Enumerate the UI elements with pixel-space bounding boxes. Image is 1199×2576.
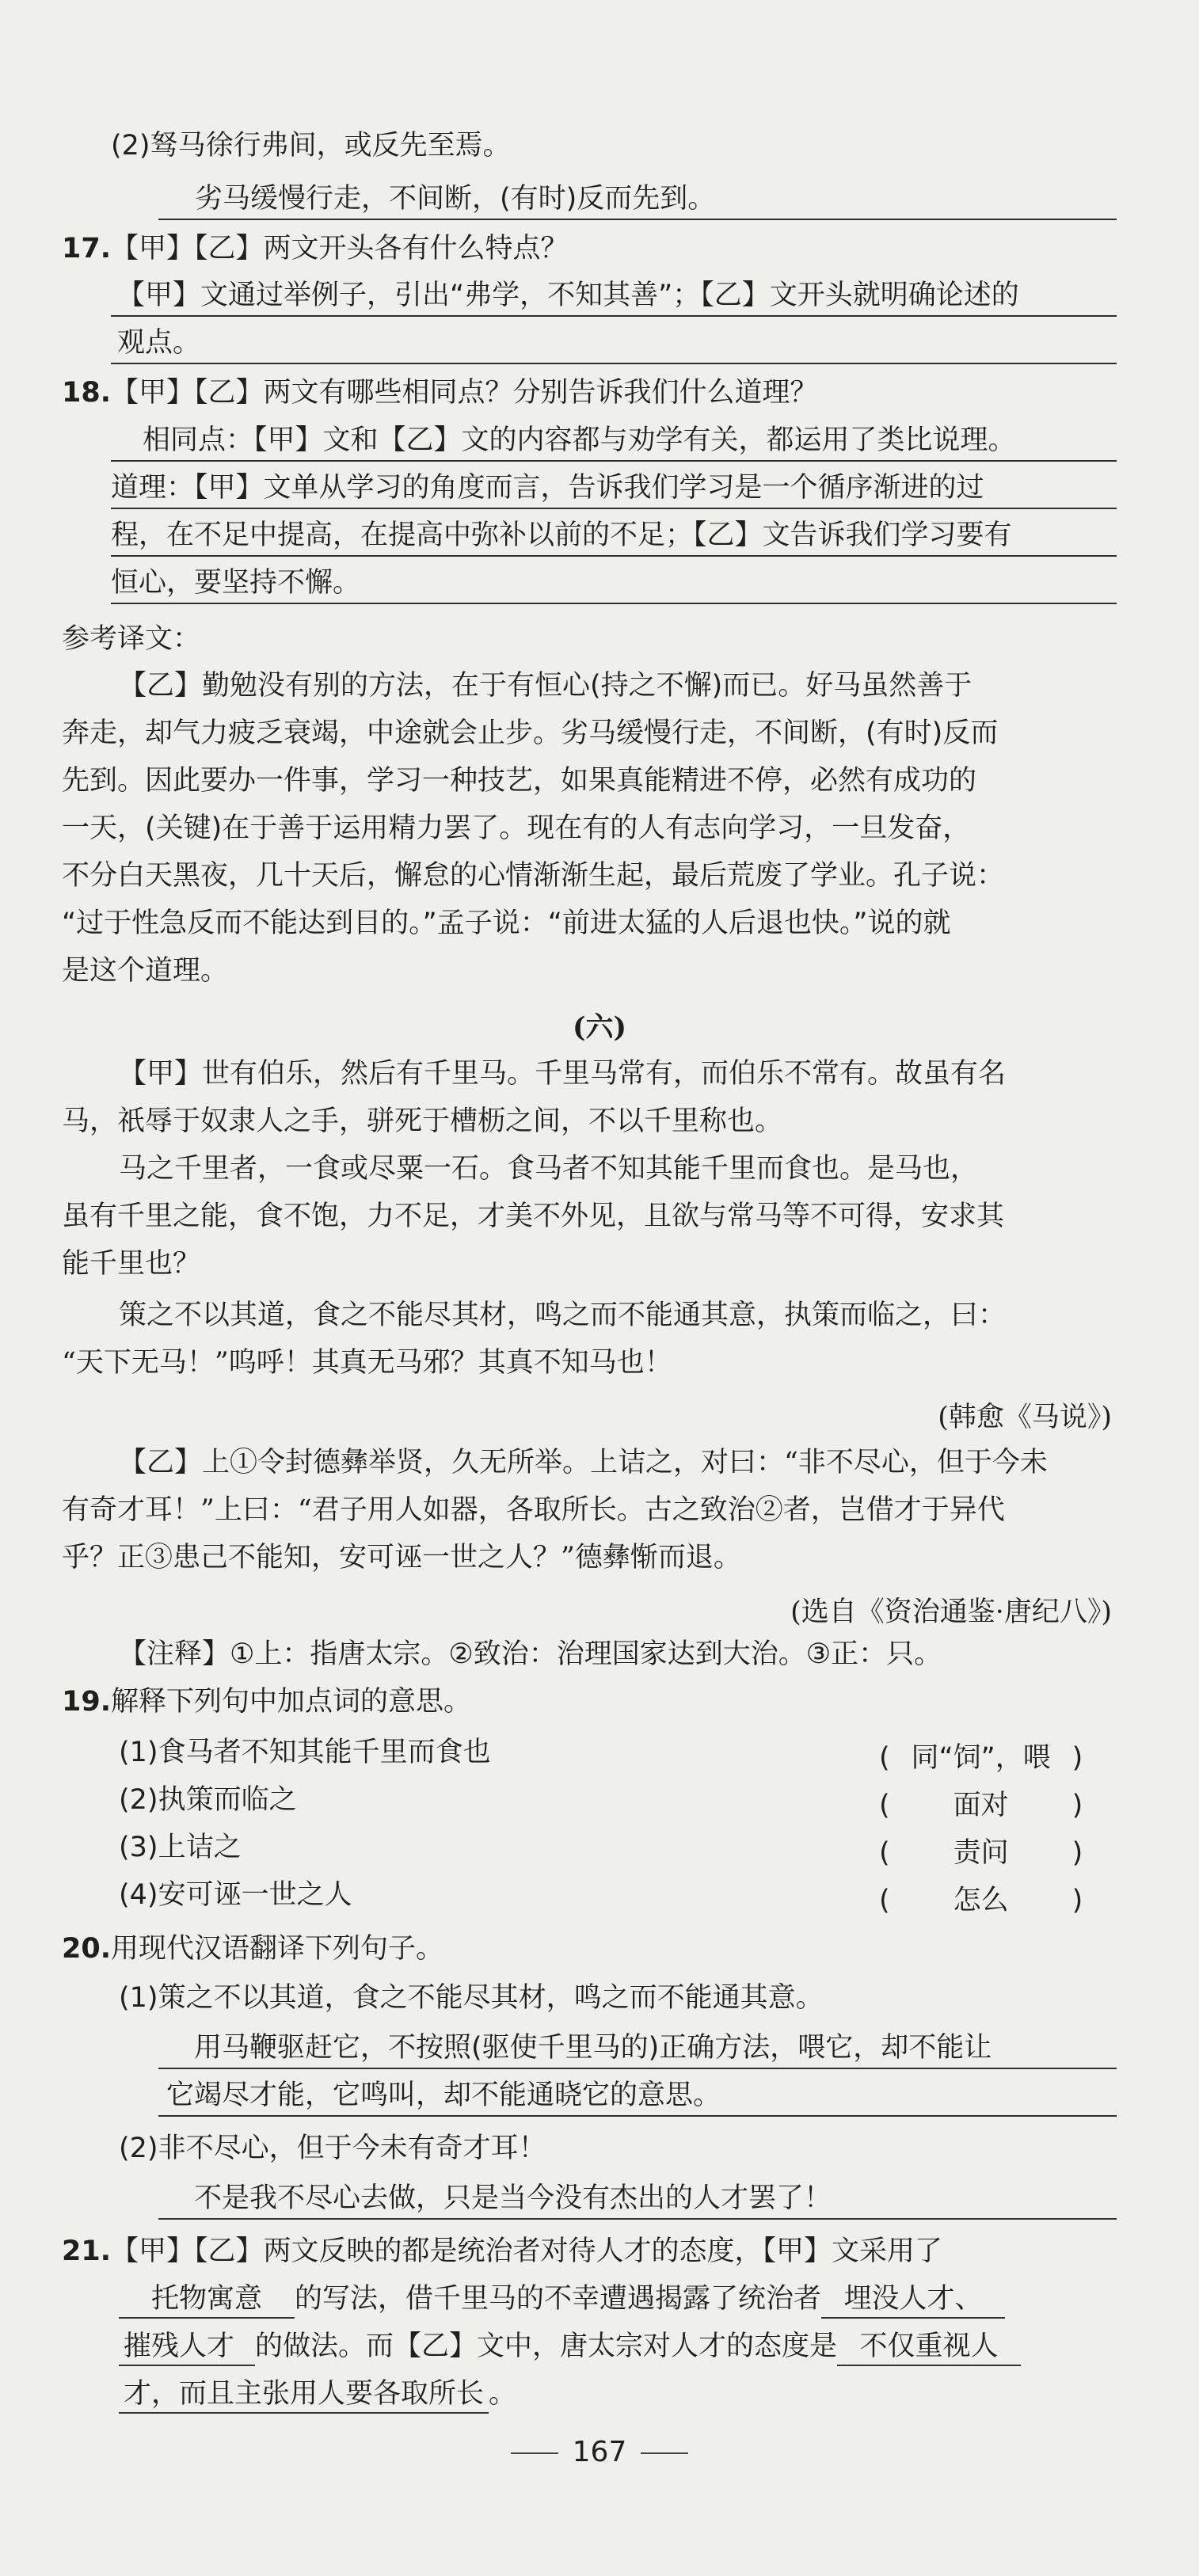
question-text: 【甲】【乙】两文有哪些相同点？分别告诉我们什么道理？ — [111, 377, 818, 409]
answer-underline — [111, 555, 1117, 557]
q19-item: (2)执策而临之 — [119, 1784, 297, 1816]
q17-answer-line2: 观点。 — [117, 327, 201, 359]
q20-item2-answer: 不是我不尽心去做，只是当今没有杰出的人才罢了！ — [194, 2182, 832, 2214]
question-number: 19. — [62, 1686, 112, 1718]
answer-underline — [158, 219, 1117, 220]
answer-underline — [111, 363, 1117, 364]
q21-blank3a: 不仅重视人 — [837, 2330, 1021, 2366]
q20-item1-answer-line2: 它竭尽才能，它鸣叫，却不能通晓它的意思。 — [166, 2079, 721, 2111]
q17-answer-line1: 【甲】文通过举例子，引出“弗学，不知其善”；【乙】文开头就明确论述的 — [117, 280, 1019, 311]
question-number: 17. — [62, 233, 112, 264]
answer-underline — [111, 603, 1117, 604]
yi-text-line: 有奇才耳！”上曰：“君子用人如器，各取所长。古之致治②者，岂借才于异代 — [62, 1494, 1005, 1526]
q19-answer: 面对 — [953, 1790, 1009, 1821]
question-text: 【甲】【乙】两文开头各有什么特点？ — [111, 233, 569, 264]
question-text: 【甲】【乙】两文反映的都是统治者对待人才的态度，【甲】文采用了 — [111, 2235, 943, 2267]
q21-blank1: 托物寓意 — [119, 2282, 295, 2319]
q20-question — [62, 1932, 443, 1965]
answer-underline — [111, 460, 1117, 462]
q19-answer-paren: ( 同“饲”，喂 ) — [879, 1736, 1083, 1775]
q18-answer-line1: 相同点：【甲】文和【乙】文的内容都与劝学有关，都运用了类比说理。 — [143, 424, 1016, 456]
reference-line: 一天，(关键)在于善于运用精力罢了。现在有的人有志向学习，一旦发奋， — [62, 812, 971, 844]
question-text: 解释下列句中加点词的意思。 — [111, 1686, 472, 1718]
answer-underline — [111, 508, 1117, 509]
jia-text-line: 马之千里者，一食或尽粟一石。食马者不知其能千里而食也。是马也， — [119, 1153, 979, 1185]
q18-answer-line2: 道理：【甲】文单从学习的角度而言，告诉我们学习是一个循序渐进的过 — [111, 472, 984, 504]
q18-answer-line3: 程，在不足中提高，在提高中弥补以前的不足；【乙】文告诉我们学习要有 — [111, 519, 1012, 551]
q19-answer-paren: ( 面对 ) — [879, 1783, 1083, 1823]
reference-line: 是这个道理。 — [62, 955, 229, 987]
jia-text-line: 虽有千里之能，食不饱，力不足，才美不外见，且欲与常马等不可得，安求其 — [62, 1200, 1005, 1232]
jia-text-line: 策之不以其道，食之不能尽其材，鸣之而不能通其意，执策而临之，曰： — [119, 1299, 1007, 1331]
q21-line1 — [62, 2235, 942, 2268]
reference-line: 奔走，却气力疲乏衰竭，中途就会止步。劣马缓慢行走，不间断，(有时)反而 — [62, 717, 999, 749]
q21-text: 的做法。而【乙】文中，唐太宗对人才的态度是 — [255, 2331, 838, 2362]
jia-text-line: 能千里也？ — [62, 1248, 201, 1280]
q19-question — [62, 1685, 471, 1718]
reference-line: 先到。因此要办一件事，学习一种技艺，如果真能精进不停，必然有成功的 — [62, 765, 977, 797]
section-title: (六) — [572, 1011, 627, 1044]
q17-question — [62, 232, 569, 265]
jia-text-line: 马，祇辱于奴隶人之手，骈死于槽枥之间，不以千里称也。 — [62, 1105, 783, 1137]
q21-line4 — [119, 2377, 516, 2414]
q20-item1-answer-line1: 用马鞭驱赶它，不按照(驱使千里马的)正确方法，喂它，却不能让 — [194, 2032, 992, 2064]
answer-underline — [158, 2068, 1117, 2069]
notes: 【注释】①上：指唐太宗。②致治：治理国家达到大治。③正：只。 — [119, 1638, 942, 1670]
reference-line: “过于性急反而不能达到目的。”孟子说：“前进太猛的人后退也快。”说的就 — [62, 907, 951, 939]
q19-item: (4)安可诬一世之人 — [119, 1879, 352, 1911]
yi-text-line: 【乙】上①令封德彝举贤，久无所举。上诘之，对曰：“非不尽心，但于今未 — [119, 1447, 1048, 1478]
reference-line: 【乙】勤勉没有别的方法，在于有恒心(持之不懈)而已。好马虽然善于 — [119, 670, 973, 702]
q21-line3 — [119, 2330, 1021, 2366]
answer-underline — [111, 315, 1117, 317]
jia-text-line: 【甲】世有伯乐，然后有千里马。千里马常有，而伯乐不常有。故虽有名 — [119, 1058, 1007, 1090]
question-number: 18. — [62, 377, 112, 409]
jia-text-line: “天下无马！”呜呼！其真无马邪？其真不知马也！ — [62, 1347, 672, 1379]
yi-text-line: 乎？正③患己不能知，安可诬一世之人？”德彝惭而退。 — [62, 1542, 741, 1573]
q21-blank3b: 才，而且主张用人要各取所长 — [119, 2377, 489, 2414]
question-number: 20. — [62, 1933, 112, 1965]
q19-answer-paren: ( 怎么 ) — [879, 1878, 1083, 1918]
answer-underline — [158, 2115, 1117, 2117]
q21-blank2a: 埋没人才、 — [821, 2282, 1005, 2319]
q21-line2 — [119, 2282, 1005, 2319]
q19-item: (1)食马者不知其能千里而食也 — [119, 1737, 491, 1768]
yi-source: (选自《资治通鉴·唐纪八》) — [790, 1596, 1112, 1628]
q18-question — [62, 376, 818, 409]
q19-answer-paren: ( 责问 ) — [879, 1831, 1083, 1870]
q21-blank2b: 摧残人才 — [119, 2330, 255, 2366]
dash-decoration — [511, 2452, 558, 2454]
question-number: 21. — [62, 2235, 112, 2267]
q21-text: 。 — [489, 2378, 517, 2410]
jia-source: (韩愈《马说》) — [938, 1402, 1112, 1433]
page-number-text: 167 — [572, 2436, 627, 2468]
q19-answer: 怎么 — [953, 1885, 1009, 1916]
q21-text: 的写法，借千里马的不幸遭遇揭露了统治者 — [295, 2283, 822, 2315]
question-text: 用现代汉语翻译下列句子。 — [111, 1933, 444, 1965]
q16-item2-answer: 劣马缓慢行走，不间断，(有时)反而先到。 — [195, 183, 716, 215]
reference-line: 不分白天黑夜，几十天后，懈怠的心情渐渐生起，最后荒废了学业。孔子说： — [62, 860, 1005, 892]
page-number — [0, 2436, 1199, 2468]
q16-item2: (2)驽马徐行弗间，或反先至焉。 — [111, 130, 511, 162]
q18-answer-line4: 恒心，要坚持不懈。 — [111, 567, 361, 599]
q20-item2: (2)非不尽心，但于今未有奇才耳！ — [119, 2133, 546, 2164]
reference-title: 参考译文： — [62, 623, 201, 655]
q19-answer: 同“饲”，喂 — [911, 1742, 1051, 1774]
dash-decoration — [641, 2452, 688, 2454]
answer-underline — [158, 2218, 1117, 2220]
q20-item1: (1)策之不以其道，食之不能尽其材，鸣之而不能通其意。 — [119, 1982, 824, 2014]
q19-answer: 责问 — [953, 1837, 1009, 1869]
q19-item: (3)上诘之 — [119, 1832, 242, 1863]
